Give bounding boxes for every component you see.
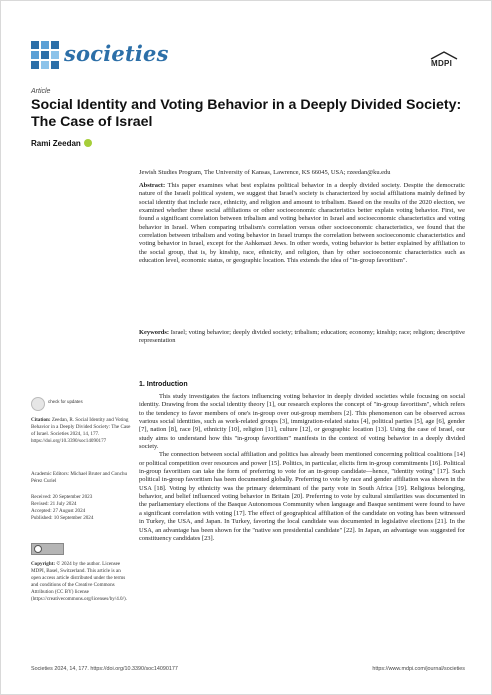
citation-text: Zeedan, R. Social Identity and Voting Behavior in a Deeply Divided Society: The Case of Israel. Societies 2024, 14, 177. https://doi.org/10.3390/soc14090177 (31, 417, 131, 445)
publisher-name: MDPI (431, 59, 453, 68)
footer-citation[interactable]: Societies 2024, 14, 177. https://doi.org/10.3390/soc14090177 (31, 666, 178, 672)
cc-license-icon[interactable] (31, 543, 64, 555)
abstract-text: This paper examines what best explains political behavior in a deeply divided society. Despite the democratic nature of the Israeli political system, we suggest that Israel's society is characterized by social affiliations mainly defined by social identity that include race, ethnicity, and religion and amount to tribalism. Based on the results of the 2020 election, we examined whether these social affiliations or other socioeconomic characteristics better explain voting behavior. First, we found a significant correlation between tribalism and voting behavior in Israel and socioeconomic characteristics and voting behavior in Israel. When comparing tribalism's correlation versus other socioeconomic characteristics, we found that the correlation between tribalism and voting behavior in Israel trumps the correlation between socioeconomic characteristics and voting behavior in Israel, except for the Ashkenazi Jews. In other words, voting behavior is better explained by affiliation to the social group, that is, by kinship, race, ethnicity, and religion, than by other socioeconomic characteristics such as education level, economic status, or geographic location. This extends the idea of "in-group favoritism". (139, 182, 465, 265)
section-heading: 1. Introduction (139, 381, 188, 388)
check-updates-icon[interactable] (31, 397, 45, 411)
cc-circle-icon (34, 545, 42, 553)
paragraph: This study investigates the factors influencing voting behavior in deeply divided societies while focusing on social identity. Drawing from the social identity theory [1], our research explores the concept of "in-group favoritism", which refers to the tendency to favor members of one's in-group over out-group members [2]. This phenomenon can be observed across various social identities, such as work-related groups [3], immigration-related status [4], political parties [5], age [6], gender [7], nation [8], race [9], ethnicity [10], religion [11], culture [12], or geographic location [13]. Using the case of Israel, our study aims to understand how this "in-group favoritism" manifests in the context of voting behavior in a deeply divided society. (139, 393, 465, 451)
date-published: Published: 10 September 2024 (31, 515, 94, 522)
academic-editors: Academic Editors: Michael Bruter and Conchu Pérez Curiel (31, 471, 128, 485)
paragraph: The connection between social affiliation and politics has already been mentioned concerning political coalitions [14] or political competition over resources and power [15]. Politics, in particular, elicits firm in-group commitments [16]. Political in-group favoritism can take the form of preferring to vote for an in-group candidate—hence, "identity voting" [17]. Such political in-group favoritism has been documented globally. Preferring to vote by race and gender affiliation was shown in the USA [18]. Voting by ethnicity was the primary determinant of the party vote in South Africa [19]. Religious belonging, behavior, and belief influenced voting behavior in Britain [20]. Preferring to vote by cultural similarities was documented in the parliamentary elections of the Basque Autonomous Community when language and Basque sentiment were found to have a significant correlation with voting [17]. The effect of geographical affiliation of the candidate on voting has been witnessed in Turkey, the USA, and Japan. In Turkey, favoring the local candidate was documented in legislative elections [21]. In the USA, an advantage has been shown for the "native son presidential candidate" [22]. In Japan, an advantage was suggested for constituency candidates [23]. (139, 451, 465, 542)
date-received: Received: 20 September 2023 (31, 494, 93, 500)
citation (31, 417, 131, 445)
copyright-label: Copyright: (31, 561, 56, 567)
abstract (139, 182, 465, 265)
article-type: Article (31, 88, 51, 95)
journal-logo-icon (31, 41, 59, 69)
page-footer (31, 666, 465, 672)
publication-dates (31, 494, 131, 522)
date-revised: Revised: 21 July 2024 (31, 501, 77, 508)
abstract-label: Abstract: (139, 182, 166, 189)
article-title: Social Identity and Voting Behavior in a Deeply Divided Society: The Case of Israel (31, 97, 462, 130)
keywords-text: Israel; voting behavior; deeply divided society; tribalism; education; economy; kinship; race; religion; descriptive representation (139, 329, 466, 345)
copyright (31, 561, 131, 604)
date-accepted: Accepted: 27 August 2024 (31, 508, 86, 515)
copyright-text: © 2024 by the author. Licensee MDPI, Basel, Switzerland. This article is an open access article distributed under the terms and conditions of the Creative Commons Attribution (CC BY) license (https://creativecommons.org/licenses/by/4.0/). (31, 561, 127, 603)
orcid-icon[interactable] (84, 139, 92, 147)
footer-journal-url[interactable]: https://www.mdpi.com/journal/societies (372, 666, 465, 672)
introduction-body (139, 393, 465, 543)
author-name[interactable]: Rami Zeedan (31, 139, 81, 148)
keywords-label: Keywords: (139, 329, 170, 336)
citation-label: Citation: (31, 417, 51, 423)
affiliation: Jewish Studies Program, The University of Kansas, Lawrence, KS 66045, USA; rzeedan@ku.edu (139, 169, 391, 176)
journal-name: societies (64, 41, 169, 66)
keywords (139, 329, 465, 346)
check-updates-label[interactable]: check for updates (48, 399, 83, 404)
